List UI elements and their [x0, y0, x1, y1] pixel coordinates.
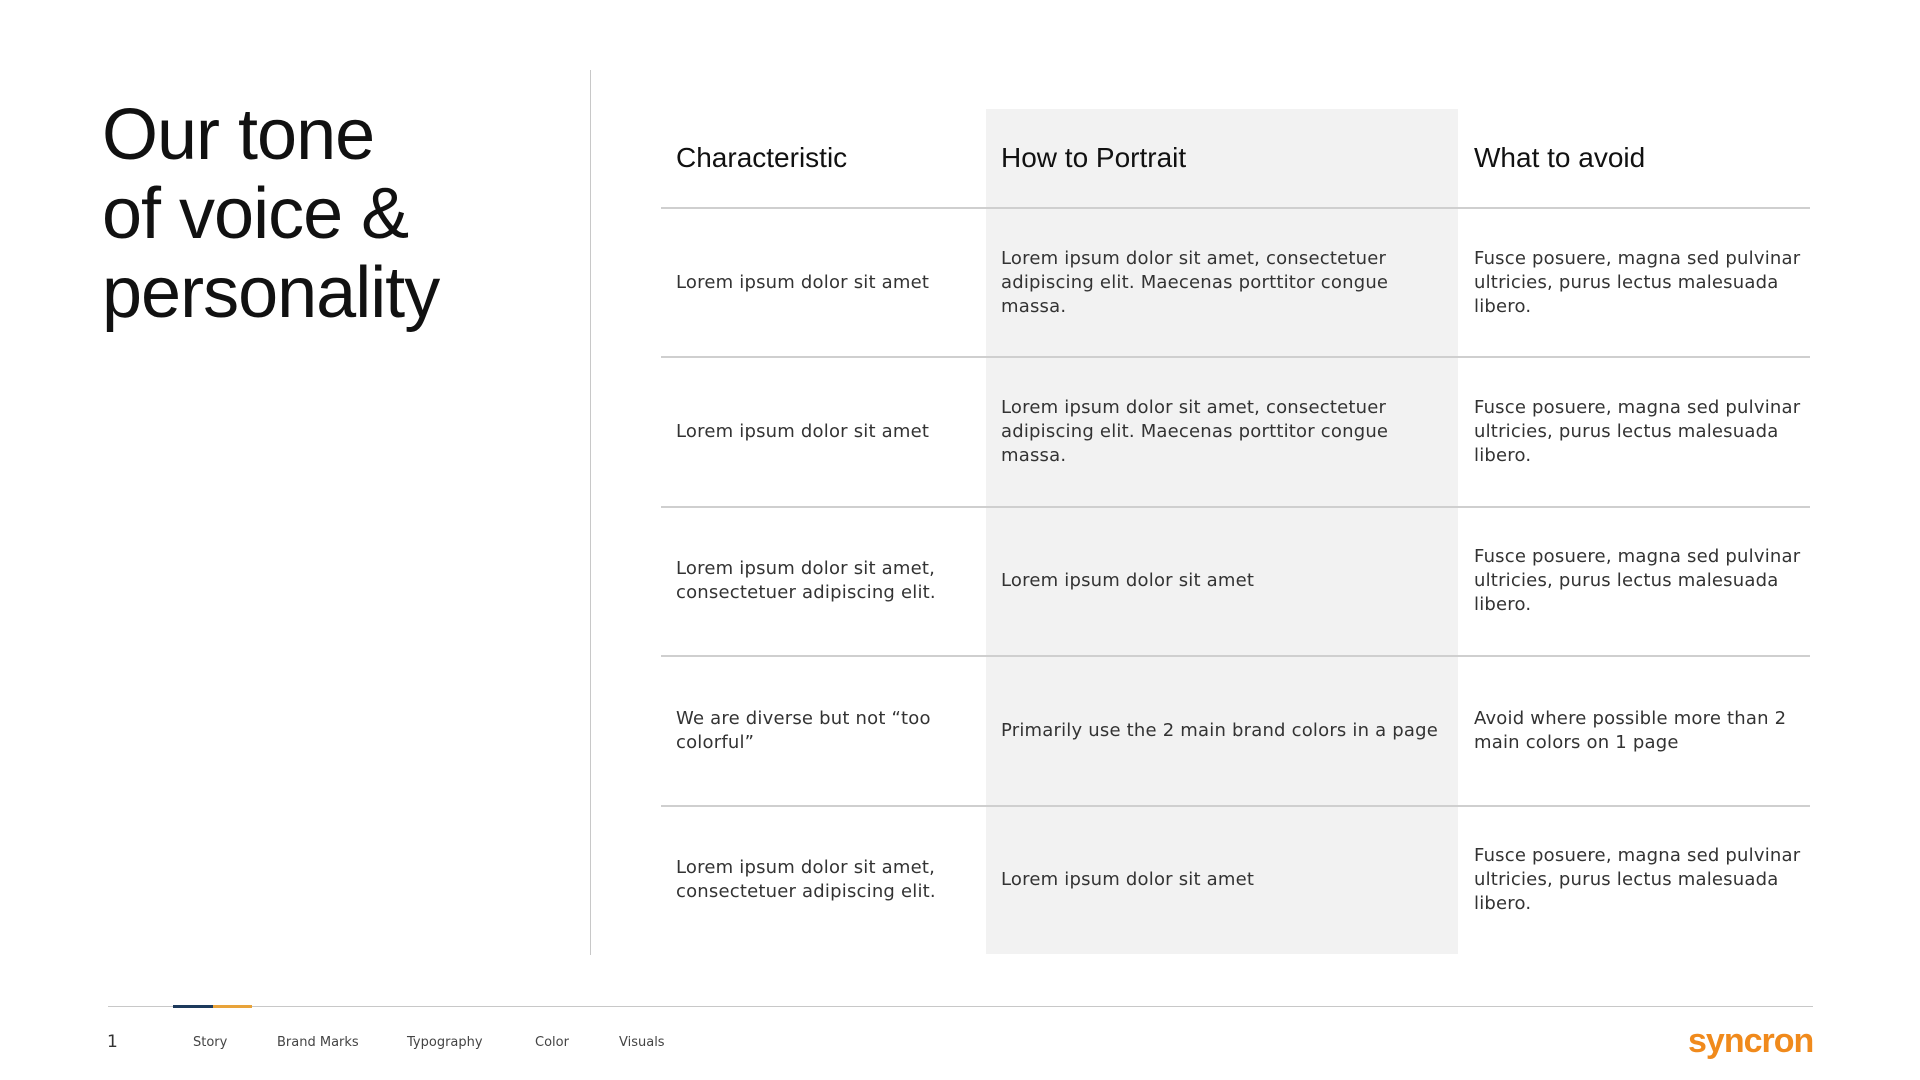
table-cell — [676, 807, 966, 954]
cell-what-to-avoid: Avoid where possible more than 2 main colors on 1 page — [1474, 707, 1787, 753]
cell-how-to-portrait: Lorem ipsum dolor sit amet — [1001, 869, 1255, 891]
table-cell — [1001, 209, 1451, 356]
nav-color[interactable]: Color — [535, 1035, 569, 1050]
cell-what-to-avoid: Fusce posuere, magna sed pulvinar ultricies, purus lectus malesuada libero. — [1474, 546, 1801, 616]
nav-story[interactable]: Story — [193, 1035, 228, 1050]
tone-table — [661, 109, 1810, 954]
cell-characteristic: Lorem ipsum dolor sit amet — [676, 271, 930, 293]
table-cell — [676, 358, 966, 505]
header-characteristic: Characteristic — [676, 142, 848, 173]
cell-what-to-avoid: Fusce posuere, magna sed pulvinar ultricies, purus lectus malesuada libero. — [1474, 247, 1801, 317]
progress-accent-dark — [173, 1005, 213, 1008]
page-title — [102, 96, 439, 333]
table-cell — [1474, 358, 1804, 505]
table-cell — [1001, 358, 1451, 505]
table-cell — [1001, 657, 1451, 804]
cell-how-to-portrait: Lorem ipsum dolor sit amet, consectetuer adipiscing elit. Maecenas porttitor congue massa. — [1001, 247, 1389, 317]
table-cell — [1474, 807, 1804, 954]
title-line: of voice & — [102, 174, 409, 254]
nav-typography[interactable]: Typography — [407, 1035, 483, 1050]
cell-characteristic: Lorem ipsum dolor sit amet — [676, 421, 930, 443]
syncron-logo: syncron — [1688, 1022, 1814, 1060]
header-what-to-avoid: What to avoid — [1474, 142, 1646, 173]
cell-characteristic: We are diverse but not “too colorful” — [676, 707, 931, 753]
cell-characteristic: Lorem ipsum dolor sit amet, consectetuer adipiscing elit. — [676, 558, 936, 604]
title-line: personality — [102, 253, 440, 333]
table-cell — [676, 508, 966, 655]
nav-brand-marks[interactable]: Brand Marks — [277, 1035, 359, 1050]
table-cell — [1001, 508, 1451, 655]
table-cell — [1474, 209, 1804, 356]
cell-what-to-avoid: Fusce posuere, magna sed pulvinar ultricies, purus lectus malesuada libero. — [1474, 845, 1801, 915]
title-line: Our tone — [102, 95, 375, 175]
table-cell — [1001, 807, 1451, 954]
nav-visuals[interactable]: Visuals — [619, 1035, 665, 1050]
cell-how-to-portrait: Lorem ipsum dolor sit amet — [1001, 570, 1255, 592]
cell-what-to-avoid: Fusce posuere, magna sed pulvinar ultricies, purus lectus malesuada libero. — [1474, 397, 1801, 467]
table-cell — [1474, 657, 1804, 804]
table-cell — [1474, 508, 1804, 655]
cell-how-to-portrait: Lorem ipsum dolor sit amet, consectetuer adipiscing elit. Maecenas porttitor congue massa. — [1001, 397, 1389, 467]
footer-divider — [108, 1006, 1813, 1007]
page-number: 1 — [107, 1032, 118, 1052]
vertical-divider — [590, 70, 591, 955]
cell-characteristic: Lorem ipsum dolor sit amet, consectetuer adipiscing elit. — [676, 857, 936, 903]
progress-accent-orange — [213, 1005, 252, 1008]
table-cell — [676, 209, 966, 356]
table-cell — [676, 657, 966, 804]
cell-how-to-portrait: Primarily use the 2 main brand colors in a page — [1001, 719, 1439, 741]
header-how-to-portrait: How to Portrait — [1001, 142, 1187, 173]
